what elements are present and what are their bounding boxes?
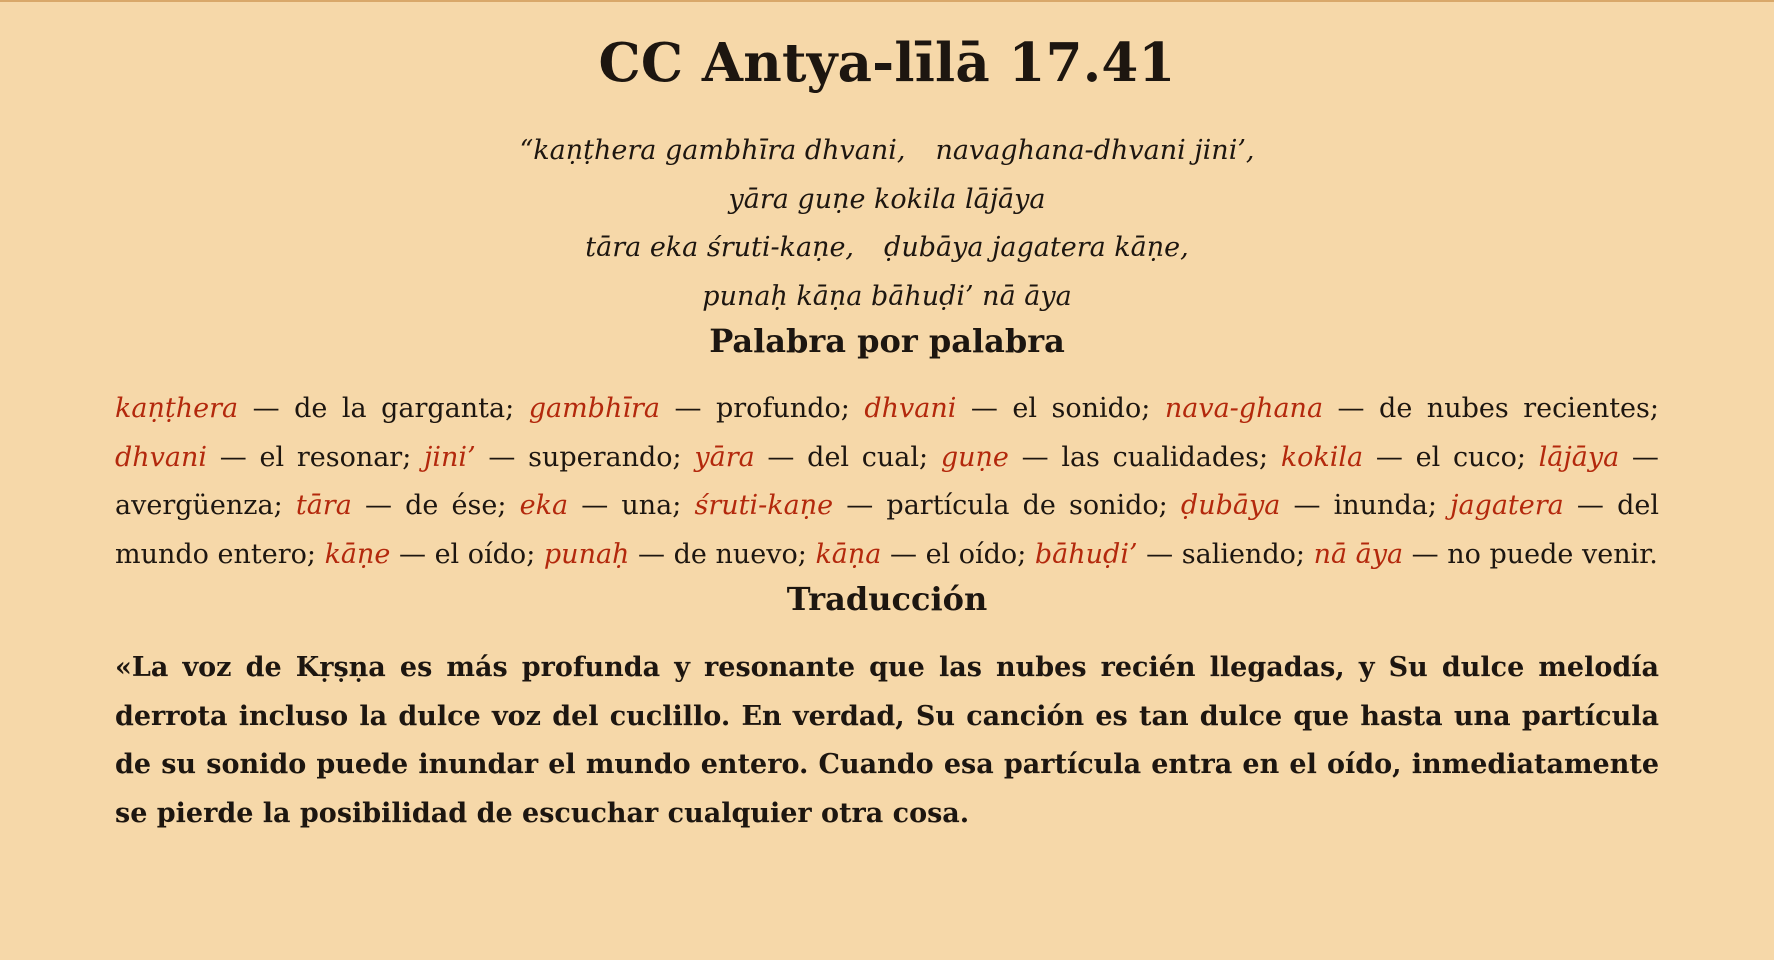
synonyms-paragraph: kaṇṭhera — de la garganta; gambhīra — profundo; dhvani — el sonido; nava-ghana — de nubes recientes; dhvani — el resonar; jini’ — superando; yāra — del cual; guṇe — las cualidades; kokila — el cuco; lājāya — avergüenza; tāra — de ése; eka — una; śruti-kaṇe — partícula de sonido; ḍubāya — inunda; jagatera — del mundo entero; kāṇe — el oído; punaḥ — de nuevo; kāṇa — el oído; bāhuḍi’ — saliendo; nā āya — no puede venir. xyxy=(115,393,1660,570)
synonym-meaning: no puede venir xyxy=(1447,538,1650,570)
verse-half-line: ḍubāya jagatera kāṇe, xyxy=(884,232,1189,263)
synonym-term[interactable]: śruti-kaṇe xyxy=(694,490,834,521)
page-title: CC Antya-līlā 17.41 xyxy=(598,32,1176,94)
verse-half-line: navaghana-dhvani jini’, xyxy=(935,135,1255,166)
synonym-meaning: el cuco xyxy=(1415,441,1517,473)
synonym-term[interactable]: nā āya xyxy=(1313,538,1404,570)
verse-half-line: “kaṇṭhera gambhīra dhvani, xyxy=(519,135,906,166)
synonym-meaning: el oído xyxy=(925,538,1018,570)
synonym-meaning: de la garganta xyxy=(294,393,506,424)
synonym-meaning: de nubes recientes xyxy=(1379,393,1650,424)
synonym-term[interactable]: ḍubāya xyxy=(1180,490,1281,521)
synonym-meaning: de nuevo xyxy=(673,538,798,570)
verse-line xyxy=(115,176,1659,225)
synonym-term[interactable]: punaḥ xyxy=(543,538,630,570)
verse-line xyxy=(115,127,1659,176)
synonym-meaning: avergüenza xyxy=(115,490,274,521)
synonym-meaning: del cual xyxy=(807,441,920,473)
verse-half-line: yāra guṇe kokila lājāya xyxy=(728,183,1046,215)
translation-paragraph: «La voz de Kṛṣṇa es más profunda y resonante que las nubes recién llegadas, y Su dulce melodía derrota incluso la dulce voz del cuclillo. En verdad, Su canción es tan dulce que hasta una partícula de su sonido puede inundar el mundo entero. Cuando esa partícula entra en el oído, inmediatamente se pierde la posibilidad de escuchar cualquier otra cosa. xyxy=(115,652,1659,829)
verse-line xyxy=(115,224,1659,273)
translation-heading: Traducción xyxy=(786,580,988,618)
synonym-term[interactable]: kaṇṭhera xyxy=(115,393,239,424)
synonym-term[interactable]: bāhuḍi’ xyxy=(1034,538,1138,570)
synonym-term[interactable]: jagatera xyxy=(1450,490,1564,521)
synonym-term[interactable]: kāṇe xyxy=(324,538,391,570)
synonym-meaning: partícula de sonido xyxy=(886,490,1159,521)
synonym-meaning: el oído xyxy=(434,538,527,570)
synonym-meaning: el sonido xyxy=(1012,393,1142,424)
synonym-term[interactable]: dhvani xyxy=(115,441,208,473)
synonym-term[interactable]: lājāya xyxy=(1538,441,1620,473)
synonym-term[interactable]: nava-ghana xyxy=(1164,393,1324,424)
synonym-meaning: inunda xyxy=(1333,490,1428,521)
synonym-term[interactable]: dhvani xyxy=(864,393,957,424)
synonym-meaning: superando xyxy=(528,441,673,473)
synonym-meaning: de ése xyxy=(405,490,498,521)
synonym-term[interactable]: kāṇa xyxy=(815,538,882,570)
synonym-term[interactable]: eka xyxy=(519,490,569,521)
synonym-meaning: una xyxy=(621,490,673,521)
synonym-term[interactable]: yāra xyxy=(694,441,755,473)
synonym-meaning: las cualidades xyxy=(1061,441,1259,473)
verse-line xyxy=(115,273,1659,322)
synonym-term[interactable]: guṇe xyxy=(940,441,1009,473)
synonym-term[interactable]: gambhīra xyxy=(528,393,660,424)
synonym-meaning: del mundo entero xyxy=(115,490,1659,570)
synonym-term[interactable]: tāra xyxy=(295,490,352,521)
synonym-meaning: profundo xyxy=(715,393,841,424)
verse-half-line: tāra eka śruti-kaṇe, xyxy=(585,232,855,263)
synonym-term[interactable]: kokila xyxy=(1280,441,1364,473)
verse-block xyxy=(115,127,1659,321)
synonym-meaning: saliendo xyxy=(1181,538,1296,570)
synonyms-heading: Palabra por palabra xyxy=(709,322,1065,360)
synonym-term[interactable]: jini’ xyxy=(424,441,476,473)
verse-half-line: punaḥ kāṇa bāhuḍi’ nā āya xyxy=(702,280,1072,312)
verse-page xyxy=(0,2,1774,960)
synonym-meaning: el resonar xyxy=(259,441,403,473)
